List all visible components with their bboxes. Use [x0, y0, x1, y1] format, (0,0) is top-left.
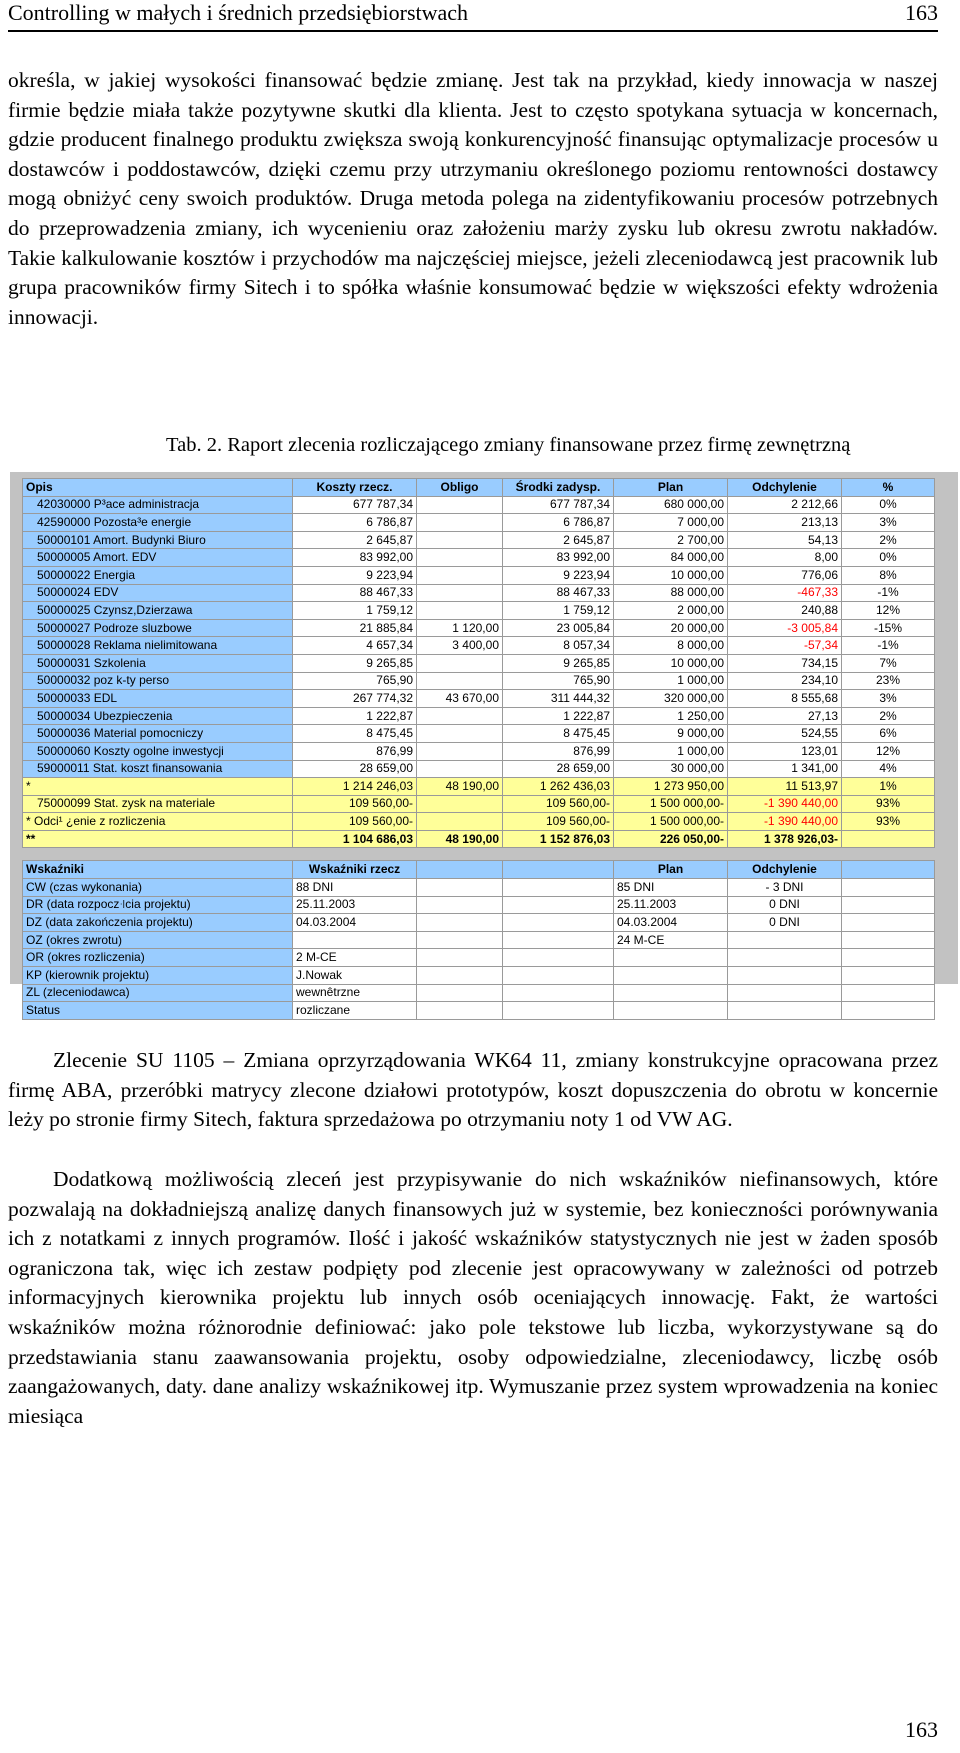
table-header-cell: Odchylenie	[728, 479, 842, 497]
table-summary-row	[23, 778, 935, 796]
table-summary-cell: 93%	[842, 813, 935, 831]
table-summary-cell: 109 560,00-	[503, 795, 614, 813]
table-cell	[417, 549, 503, 567]
table-cell	[417, 514, 503, 532]
table-cell: 50000034 Ubezpieczenia	[23, 707, 293, 725]
table-cell: 50000033 EDL	[23, 690, 293, 708]
table-cell: 734,15	[728, 654, 842, 672]
table-summary-cell: 48 190,00	[417, 778, 503, 796]
table-cell: 50000101 Amort. Budynki Biuro	[23, 531, 293, 549]
table-cell: 28 659,00	[293, 760, 417, 778]
table-summary-cell: 1 152 876,03	[503, 830, 614, 848]
kpi-cell: 24 M-CE	[614, 931, 728, 949]
kpi-cell	[417, 896, 503, 914]
table-cell: 320 000,00	[614, 690, 728, 708]
table-cell: 2%	[842, 707, 935, 725]
table-cell: 30 000,00	[614, 760, 728, 778]
table-cell	[417, 566, 503, 584]
kpi-cell	[503, 914, 614, 932]
table-summary-cell: 109 560,00-	[503, 813, 614, 831]
kpi-row	[23, 1002, 935, 1020]
table-cell: 50000028 Reklama nielimitowana	[23, 637, 293, 655]
kpi-cell: rozliczane	[293, 1002, 417, 1020]
table-cell: 776,06	[728, 566, 842, 584]
kpi-cell	[728, 1002, 842, 1020]
table-gap-cell	[614, 848, 728, 861]
table-row	[23, 584, 935, 602]
table-caption: Tab. 2. Raport zlecenia rozliczającego zmiany finansowane przez firmę zewnętrzną	[166, 434, 851, 456]
table-cell: 311 444,32	[503, 690, 614, 708]
kpi-cell	[417, 1002, 503, 1020]
table-cell: 2 000,00	[614, 602, 728, 620]
kpi-cell: Status	[23, 1002, 293, 1020]
kpi-header-cell: Plan	[614, 861, 728, 879]
report-table-body	[23, 479, 935, 1020]
table-cell: 680 000,00	[614, 496, 728, 514]
table-cell: 12%	[842, 742, 935, 760]
table-summary-cell: 1 500 000,00-	[614, 813, 728, 831]
kpi-header-row	[23, 861, 935, 879]
table-row	[23, 725, 935, 743]
table-gap-cell	[842, 848, 935, 861]
table-cell: 28 659,00	[503, 760, 614, 778]
kpi-cell: 0 DNI	[728, 914, 842, 932]
table-cell: 10 000,00	[614, 566, 728, 584]
page-header	[8, 0, 938, 32]
kpi-cell	[728, 931, 842, 949]
table-summary-row	[23, 813, 935, 831]
table-summary-cell: -1 390 440,00	[728, 795, 842, 813]
table-cell	[417, 531, 503, 549]
table-cell: 8 000,00	[614, 637, 728, 655]
table-cell: 59000011 Stat. koszt finansowania	[23, 760, 293, 778]
table-cell: 8%	[842, 566, 935, 584]
table-cell: 9 223,94	[293, 566, 417, 584]
table-cell: 1 000,00	[614, 672, 728, 690]
kpi-cell	[417, 967, 503, 985]
table-cell: 20 000,00	[614, 619, 728, 637]
table-cell: -57,34	[728, 637, 842, 655]
kpi-cell	[614, 967, 728, 985]
table-cell: 3%	[842, 514, 935, 532]
kpi-cell	[417, 931, 503, 949]
table-cell: 6%	[842, 725, 935, 743]
kpi-cell: DZ (data zakończenia projektu)	[23, 914, 293, 932]
table-cell: 1 222,87	[293, 707, 417, 725]
table-cell: 3%	[842, 690, 935, 708]
table-cell: 677 787,34	[503, 496, 614, 514]
table-summary-cell	[417, 813, 503, 831]
page-number: 163	[905, 0, 938, 25]
footer-page-number: 163	[905, 1717, 938, 1742]
table-cell: 1 000,00	[614, 742, 728, 760]
table-row	[23, 742, 935, 760]
table-row	[23, 672, 935, 690]
table-cell: 83 992,00	[293, 549, 417, 567]
table-gap-cell	[417, 848, 503, 861]
table-summary-cell: **	[23, 830, 293, 848]
kpi-row	[23, 914, 935, 932]
table-cell: 4 657,34	[293, 637, 417, 655]
table-cell: 7%	[842, 654, 935, 672]
table-cell: -467,33	[728, 584, 842, 602]
kpi-cell	[417, 879, 503, 897]
table-cell: 23 005,84	[503, 619, 614, 637]
kpi-cell	[503, 879, 614, 897]
table-cell: 876,99	[503, 742, 614, 760]
table-summary-cell: 109 560,00-	[293, 813, 417, 831]
table-gap-cell	[728, 848, 842, 861]
kpi-cell	[417, 914, 503, 932]
kpi-cell	[417, 949, 503, 967]
table-row	[23, 637, 935, 655]
table-row	[23, 654, 935, 672]
table-header-cell: Obligo	[417, 479, 503, 497]
kpi-cell	[842, 931, 935, 949]
kpi-header-cell	[842, 861, 935, 879]
kpi-cell: 04.03.2004	[614, 914, 728, 932]
table-cell: 2%	[842, 531, 935, 549]
table-cell: 10 000,00	[614, 654, 728, 672]
table-row	[23, 602, 935, 620]
table-cell: 765,90	[503, 672, 614, 690]
table-summary-cell	[417, 795, 503, 813]
table-summary-cell	[842, 830, 935, 848]
table-cell: 42030000 P³ace administracja	[23, 496, 293, 514]
kpi-cell	[503, 949, 614, 967]
table-header-cell: %	[842, 479, 935, 497]
table-cell	[417, 602, 503, 620]
table-gap-cell	[293, 848, 417, 861]
kpi-cell	[842, 879, 935, 897]
table-cell: 27,13	[728, 707, 842, 725]
table-summary-cell: *	[23, 778, 293, 796]
kpi-cell: J.Nowak	[293, 967, 417, 985]
kpi-cell	[842, 949, 935, 967]
table-cell: 1 222,87	[503, 707, 614, 725]
table-cell: 1 759,12	[503, 602, 614, 620]
table-cell: 3 400,00	[417, 637, 503, 655]
table-summary-cell: 109 560,00-	[293, 795, 417, 813]
table-cell: 1 759,12	[293, 602, 417, 620]
table-cell: 50000024 EDV	[23, 584, 293, 602]
table-summary-cell: 11 513,97	[728, 778, 842, 796]
table-summary-cell: 1 273 950,00	[614, 778, 728, 796]
kpi-cell	[842, 896, 935, 914]
kpi-cell: 25.11.2003	[614, 896, 728, 914]
kpi-cell: ZL (zleceniodawca)	[23, 984, 293, 1002]
table-cell: 50000032 poz k-ty perso	[23, 672, 293, 690]
table-summary-cell: 1 262 436,03	[503, 778, 614, 796]
kpi-cell	[503, 896, 614, 914]
kpi-cell: - 3 DNI	[728, 879, 842, 897]
table-header-cell: Plan	[614, 479, 728, 497]
kpi-cell: DR (data rozpocz꜊cia projektu)	[23, 896, 293, 914]
table-header-row	[23, 479, 935, 497]
kpi-cell	[842, 984, 935, 1002]
table-cell: 88 000,00	[614, 584, 728, 602]
kpi-cell	[842, 1002, 935, 1020]
table-cell: 8 555,68	[728, 690, 842, 708]
table-row	[23, 619, 935, 637]
table-cell: 4%	[842, 760, 935, 778]
table-cell: 43 670,00	[417, 690, 503, 708]
kpi-cell	[614, 949, 728, 967]
table-row	[23, 566, 935, 584]
table-cell: 84 000,00	[614, 549, 728, 567]
table-row	[23, 707, 935, 725]
kpi-cell	[503, 1002, 614, 1020]
table-cell: 7 000,00	[614, 514, 728, 532]
kpi-header-cell	[503, 861, 614, 879]
kpi-cell: 2 M-CE	[293, 949, 417, 967]
table-cell: 50000060 Koszty ogolne inwestycji	[23, 742, 293, 760]
table-cell: 50000027 Podroze sluzbowe	[23, 619, 293, 637]
table-cell: 88 467,33	[503, 584, 614, 602]
kpi-cell	[728, 949, 842, 967]
table-cell: 8,00	[728, 549, 842, 567]
kpi-header-cell: Odchylenie	[728, 861, 842, 879]
table-cell: 23%	[842, 672, 935, 690]
table-cell	[417, 496, 503, 514]
table-summary-row	[23, 795, 935, 813]
table-cell	[417, 725, 503, 743]
table-summary-row	[23, 830, 935, 848]
table-summary-cell: 48 190,00	[417, 830, 503, 848]
kpi-cell	[503, 984, 614, 1002]
kpi-row	[23, 879, 935, 897]
table-summary-cell: -1 390 440,00	[728, 813, 842, 831]
table-cell	[417, 672, 503, 690]
table-cell: 50000022 Energia	[23, 566, 293, 584]
table-cell	[417, 584, 503, 602]
kpi-row	[23, 967, 935, 985]
table-header-cell: Opis	[23, 479, 293, 497]
kpi-cell	[503, 967, 614, 985]
table-cell: 6 786,87	[503, 514, 614, 532]
kpi-row	[23, 896, 935, 914]
kpi-cell: 85 DNI	[614, 879, 728, 897]
table-cell: 9 000,00	[614, 725, 728, 743]
table-cell: 2 212,66	[728, 496, 842, 514]
table-row	[23, 760, 935, 778]
table-cell: 677 787,34	[293, 496, 417, 514]
kpi-cell: OR (okres rozliczenia)	[23, 949, 293, 967]
paragraph-2: Zlecenie SU 1105 – Zmiana oprzyrządowania WK64 11, zmiany konstrukcyjne opracowana przez firmę ABA, przeróbki matrycy zlecone działowi prototypów, koszt dopuszczenia do obrotu w koncernie leży po stronie firmy Sitech, faktura sprzedażowa po otrzymaniu noty 1 od VW AG.	[8, 1048, 938, 1132]
table-cell: 50000031 Szkolenia	[23, 654, 293, 672]
table-cell: 123,01	[728, 742, 842, 760]
table-cell: 50000025 Czynsz,Dzierzawa	[23, 602, 293, 620]
table-cell: 2 645,87	[503, 531, 614, 549]
kpi-cell	[842, 967, 935, 985]
table-row	[23, 690, 935, 708]
table-cell: 9 223,94	[503, 566, 614, 584]
table-cell: 0%	[842, 549, 935, 567]
table-cell: 876,99	[293, 742, 417, 760]
table-cell: 9 265,85	[503, 654, 614, 672]
table-cell: 524,55	[728, 725, 842, 743]
table-gap-row	[23, 848, 935, 861]
kpi-cell: KP (kierownik projektu)	[23, 967, 293, 985]
table-row	[23, 514, 935, 532]
table-cell: 1 341,00	[728, 760, 842, 778]
kpi-header-cell: Wskaźniki	[23, 861, 293, 879]
table-summary-cell: 1 500 000,00-	[614, 795, 728, 813]
table-cell: 8 475,45	[293, 725, 417, 743]
kpi-cell	[614, 984, 728, 1002]
report-table	[22, 478, 935, 1020]
table-gap-cell	[503, 848, 614, 861]
table-row	[23, 549, 935, 567]
table-summary-cell: 1 104 686,03	[293, 830, 417, 848]
kpi-cell: wewnêtrzne	[293, 984, 417, 1002]
table-cell	[417, 707, 503, 725]
table-summary-cell: 1 214 246,03	[293, 778, 417, 796]
table-cell: 1 250,00	[614, 707, 728, 725]
kpi-cell	[614, 1002, 728, 1020]
kpi-cell: 88 DNI	[293, 879, 417, 897]
table-header-cell: Środki zadysp.	[503, 479, 614, 497]
table-summary-cell: * Odci¹ ¿enie z rozliczenia	[23, 813, 293, 831]
table-cell: 234,10	[728, 672, 842, 690]
table-summary-cell: 93%	[842, 795, 935, 813]
table-cell: 2 645,87	[293, 531, 417, 549]
table-cell: 12%	[842, 602, 935, 620]
report-table-frame	[10, 472, 958, 1018]
kpi-row	[23, 931, 935, 949]
table-cell: 240,88	[728, 602, 842, 620]
table-cell: 0%	[842, 496, 935, 514]
table-cell: 213,13	[728, 514, 842, 532]
table-cell: 42590000 Pozosta³e energie	[23, 514, 293, 532]
table-summary-cell: 75000099 Stat. zysk na materiale	[23, 795, 293, 813]
table-summary-cell: 1 378 926,03-	[728, 830, 842, 848]
kpi-header-cell	[417, 861, 503, 879]
paragraph-1: określa, w jakiej wysokości finansować będzie zmianę. Jest tak na przykład, kiedy innowacja w naszej firmie będzie miała także pozytywne skutki dla klienta. Jest to często spotykana sytuacja w koncernach, gdzie producent finalnego produktu zwiększa swoją konkurencyjność finansując optymalizacje procesów u dostawców i poddostawców, dzięki czemu przy utrzymaniu określonego poziomu rentowności dostawcy mogą obniżyć ceny swoich produktów. Druga metoda polega na zidentyfikowaniu procesów potrzebnych do przeprowadzenia zmiany, ich wycenieniu oraz założeniu marży zysku lub okresu zwrotu nakładów. Takie kalkulowanie kosztów i przychodów ma najczęściej miejsce, jeżeli zleceniodawcą jest pracownik lub grupa pracowników firmy Sitech i to spółka właśnie konsumować będzie w większości efekty wdrożenia innowacji.	[8, 68, 938, 329]
kpi-row	[23, 949, 935, 967]
kpi-cell: OZ (okres zwrotu)	[23, 931, 293, 949]
running-title: Controlling w małych i średnich przedsiębiorstwach	[8, 0, 469, 25]
table-gap-cell	[23, 848, 293, 861]
table-cell: 21 885,84	[293, 619, 417, 637]
table-cell: 2 700,00	[614, 531, 728, 549]
paragraph-3: Dodatkową możliwością zleceń jest przypisywanie do nich wskaźników niefinansowych, które pozwalają na dokładniejszą analizę danych finansowych już w systemie, bez konieczności porównywania ich z notatkami z innych programów. Ilość i jakość wskaźników statystycznych nie jest w żaden sposób ograniczona tak, więc ich zestaw podpięty pod zlecenie jest opracowywany w zależności od potrzeb informacyjnych kierownika projektu lub innych osób oceniających innowację. Fakt, że wartości wskaźników można różnorodnie definiować: jako pole tekstowe lub liczba, wykorzystywane są do przedstawiania stanu zaawansowania projektu, osoby odpowiedzialne, zleceniodawcy, liczbę osób zaangażowanych, daty. dane analizy wskaźnikowej itp. Wymuszanie przez system wprowadzenia na koniec miesiąca	[8, 1167, 938, 1428]
table-cell: -1%	[842, 584, 935, 602]
table-cell: 8 475,45	[503, 725, 614, 743]
table-row	[23, 531, 935, 549]
table-cell: -1%	[842, 637, 935, 655]
kpi-cell	[728, 967, 842, 985]
table-header-cell: Koszty rzecz.	[293, 479, 417, 497]
table-cell: 267 774,32	[293, 690, 417, 708]
kpi-cell	[293, 931, 417, 949]
kpi-cell: 04.03.2004	[293, 914, 417, 932]
table-cell: -15%	[842, 619, 935, 637]
table-summary-cell: 226 050,00-	[614, 830, 728, 848]
kpi-cell: 0 DNI	[728, 896, 842, 914]
table-row	[23, 496, 935, 514]
table-cell: 83 992,00	[503, 549, 614, 567]
table-cell	[417, 654, 503, 672]
kpi-cell	[728, 984, 842, 1002]
table-cell	[417, 760, 503, 778]
table-summary-cell: 1%	[842, 778, 935, 796]
table-cell: 765,90	[293, 672, 417, 690]
kpi-cell: CW (czas wykonania)	[23, 879, 293, 897]
table-cell	[417, 742, 503, 760]
kpi-cell	[842, 914, 935, 932]
table-cell: 88 467,33	[293, 584, 417, 602]
table-cell: 6 786,87	[293, 514, 417, 532]
table-cell: 8 057,34	[503, 637, 614, 655]
table-cell: 50000036 Material pomocniczy	[23, 725, 293, 743]
table-cell: 54,13	[728, 531, 842, 549]
kpi-row	[23, 984, 935, 1002]
kpi-cell	[503, 931, 614, 949]
kpi-header-cell: Wskaźniki rzecz	[293, 861, 417, 879]
table-cell: 50000005 Amort. EDV	[23, 549, 293, 567]
kpi-cell: 25.11.2003	[293, 896, 417, 914]
table-cell: 1 120,00	[417, 619, 503, 637]
table-cell: 9 265,85	[293, 654, 417, 672]
table-cell: -3 005,84	[728, 619, 842, 637]
kpi-cell	[417, 984, 503, 1002]
